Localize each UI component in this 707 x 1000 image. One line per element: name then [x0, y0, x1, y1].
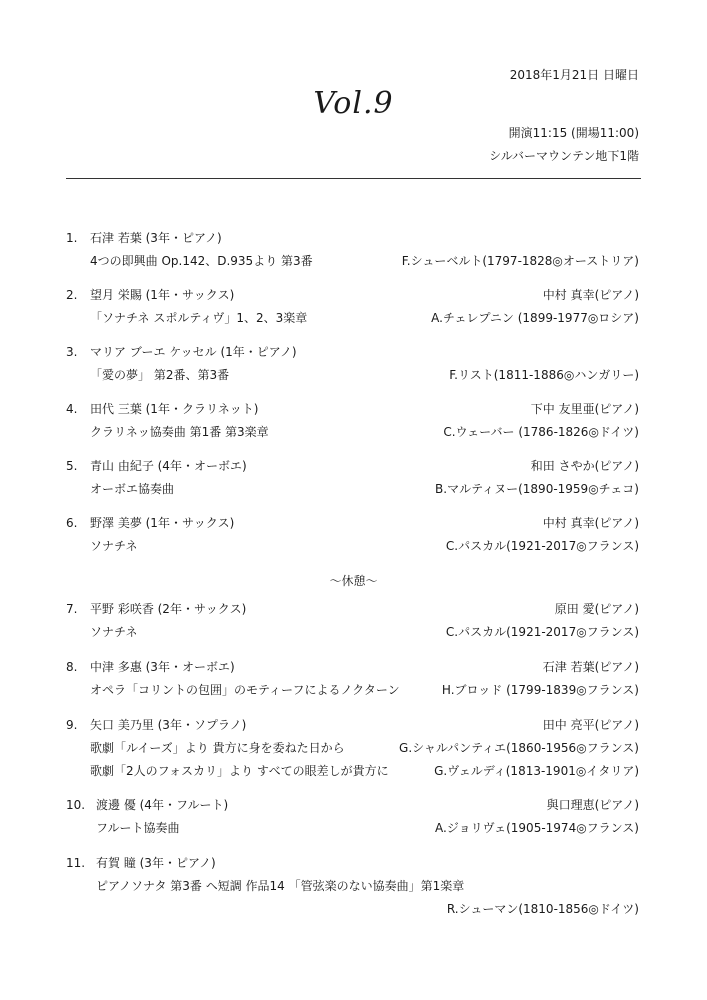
item-number: 5.	[66, 459, 78, 473]
performer: 3. マリア ブーエ ケッセル (1年・ピアノ)	[66, 345, 297, 359]
program-item	[66, 716, 639, 785]
composer: G.ヴェルディ(1813-1901◎イタリア)	[434, 764, 639, 778]
composer: A.ジョリヴェ(1905-1974◎フランス)	[435, 821, 639, 835]
performer: 4. 田代 三葉 (1年・クラリネット)	[66, 402, 259, 416]
item-number: 10.	[66, 798, 86, 812]
composer: A.チェレプニン (1899-1977◎ロシア)	[431, 311, 639, 325]
performer: 10. 渡邊 優 (4年・フルート)	[66, 798, 229, 812]
composer: F.リスト(1811-1886◎ハンガリー)	[449, 368, 639, 382]
work-title: オペラ「コリントの包囲」のモティーフによるノクターン	[90, 683, 400, 697]
program-item	[66, 658, 639, 704]
accompanist: 下中 友里亜(ピアノ)	[530, 402, 639, 416]
header-divider	[66, 178, 641, 179]
accompanist: 和田 さやか(ピアノ)	[530, 459, 639, 473]
accompanist: 田中 亮平(ピアノ)	[542, 718, 639, 732]
item-number: 1.	[66, 231, 78, 245]
program-item	[66, 400, 639, 446]
item-number: 11.	[66, 856, 86, 870]
work-title: オーボエ協奏曲	[90, 482, 175, 496]
item-number: 3.	[66, 345, 78, 359]
concert-date: 2018年1月21日 日曜日	[509, 68, 639, 82]
intermission: 〜休憩〜	[329, 574, 378, 588]
work-title: フルート協奏曲	[96, 821, 180, 835]
performer: 9. 矢口 美乃里 (3年・ソプラノ)	[66, 718, 247, 732]
program-item	[66, 514, 639, 560]
program-item	[66, 796, 639, 842]
performer: 8. 中津 多惠 (3年・オーボエ)	[66, 660, 235, 674]
volume-title: Vol.9	[313, 86, 394, 121]
composer: H.ブロッド (1799-1839◎フランス)	[441, 683, 639, 697]
work-title: ソナチネ	[90, 539, 138, 553]
performer: 2. 望月 栄賜 (1年・サックス)	[66, 288, 235, 302]
performer: 6. 野澤 美夢 (1年・サックス)	[66, 516, 235, 530]
composer: G.シャルパンティエ(1860-1956◎フランス)	[399, 741, 639, 755]
program-item	[66, 343, 639, 389]
work-title: ソナチネ	[90, 625, 138, 639]
accompanist: 石津 若葉(ピアノ)	[542, 660, 639, 674]
performer: 7. 平野 彩咲香 (2年・サックス)	[66, 602, 247, 616]
work-title: クラリネッ協奏曲 第1番 第3楽章	[90, 425, 269, 439]
item-number: 4.	[66, 402, 78, 416]
item-number: 9.	[66, 718, 78, 732]
program-item	[66, 600, 639, 646]
work-title: ピアノソナタ 第3番 ヘ短調 作品14 「管弦楽のない協奏曲」第1楽章	[96, 879, 465, 893]
performer: 5. 青山 由紀子 (4年・オーボエ)	[66, 459, 247, 473]
item-number: 8.	[66, 660, 78, 674]
program-item	[66, 854, 639, 923]
work-title: 「ソナチネ スポルティヴ」1、2、3楽章	[90, 311, 308, 325]
start-time: 開演11:15 (開場11:00)	[508, 126, 639, 140]
composer: C.パスカル(1921-2017◎フランス)	[445, 625, 639, 639]
accompanist: 中村 真幸(ピアノ)	[542, 288, 639, 302]
item-number: 7.	[66, 602, 78, 616]
work-title: 4つの即興曲 Op.142、D.935より 第3番	[90, 254, 313, 268]
accompanist: 原田 愛(ピアノ)	[554, 602, 639, 616]
accompanist: 中村 真幸(ピアノ)	[542, 516, 639, 530]
program-item	[66, 457, 639, 503]
work-title: 歌劇「2人のフォスカリ」より すべての眼差しが貴方に	[90, 764, 389, 778]
accompanist: 與口理恵(ピアノ)	[546, 798, 639, 812]
composer: C.ウェーバー (1786-1826◎ドイツ)	[443, 425, 639, 439]
item-number: 2.	[66, 288, 78, 302]
work-title: 歌劇「ルイーズ」より 貴方に身を委ねた日から	[90, 741, 345, 755]
venue: シルバーマウンテン地下1階	[489, 149, 639, 163]
item-number: 6.	[66, 516, 78, 530]
composer: B.マルティヌー(1890-1959◎チェコ)	[435, 482, 639, 496]
performer: 11. 有賀 瞳 (3年・ピアノ)	[66, 856, 216, 870]
program-item	[66, 229, 639, 275]
work-title: 「愛の夢」 第2番、第3番	[90, 368, 230, 382]
composer: F.シューベルト(1797-1828◎オーストリア)	[401, 254, 639, 268]
composer: R.シューマン(1810-1856◎ドイツ)	[446, 902, 639, 916]
composer: C.パスカル(1921-2017◎フランス)	[445, 539, 639, 553]
performer: 1. 石津 若葉 (3年・ピアノ)	[66, 231, 222, 245]
program-item	[66, 286, 639, 332]
